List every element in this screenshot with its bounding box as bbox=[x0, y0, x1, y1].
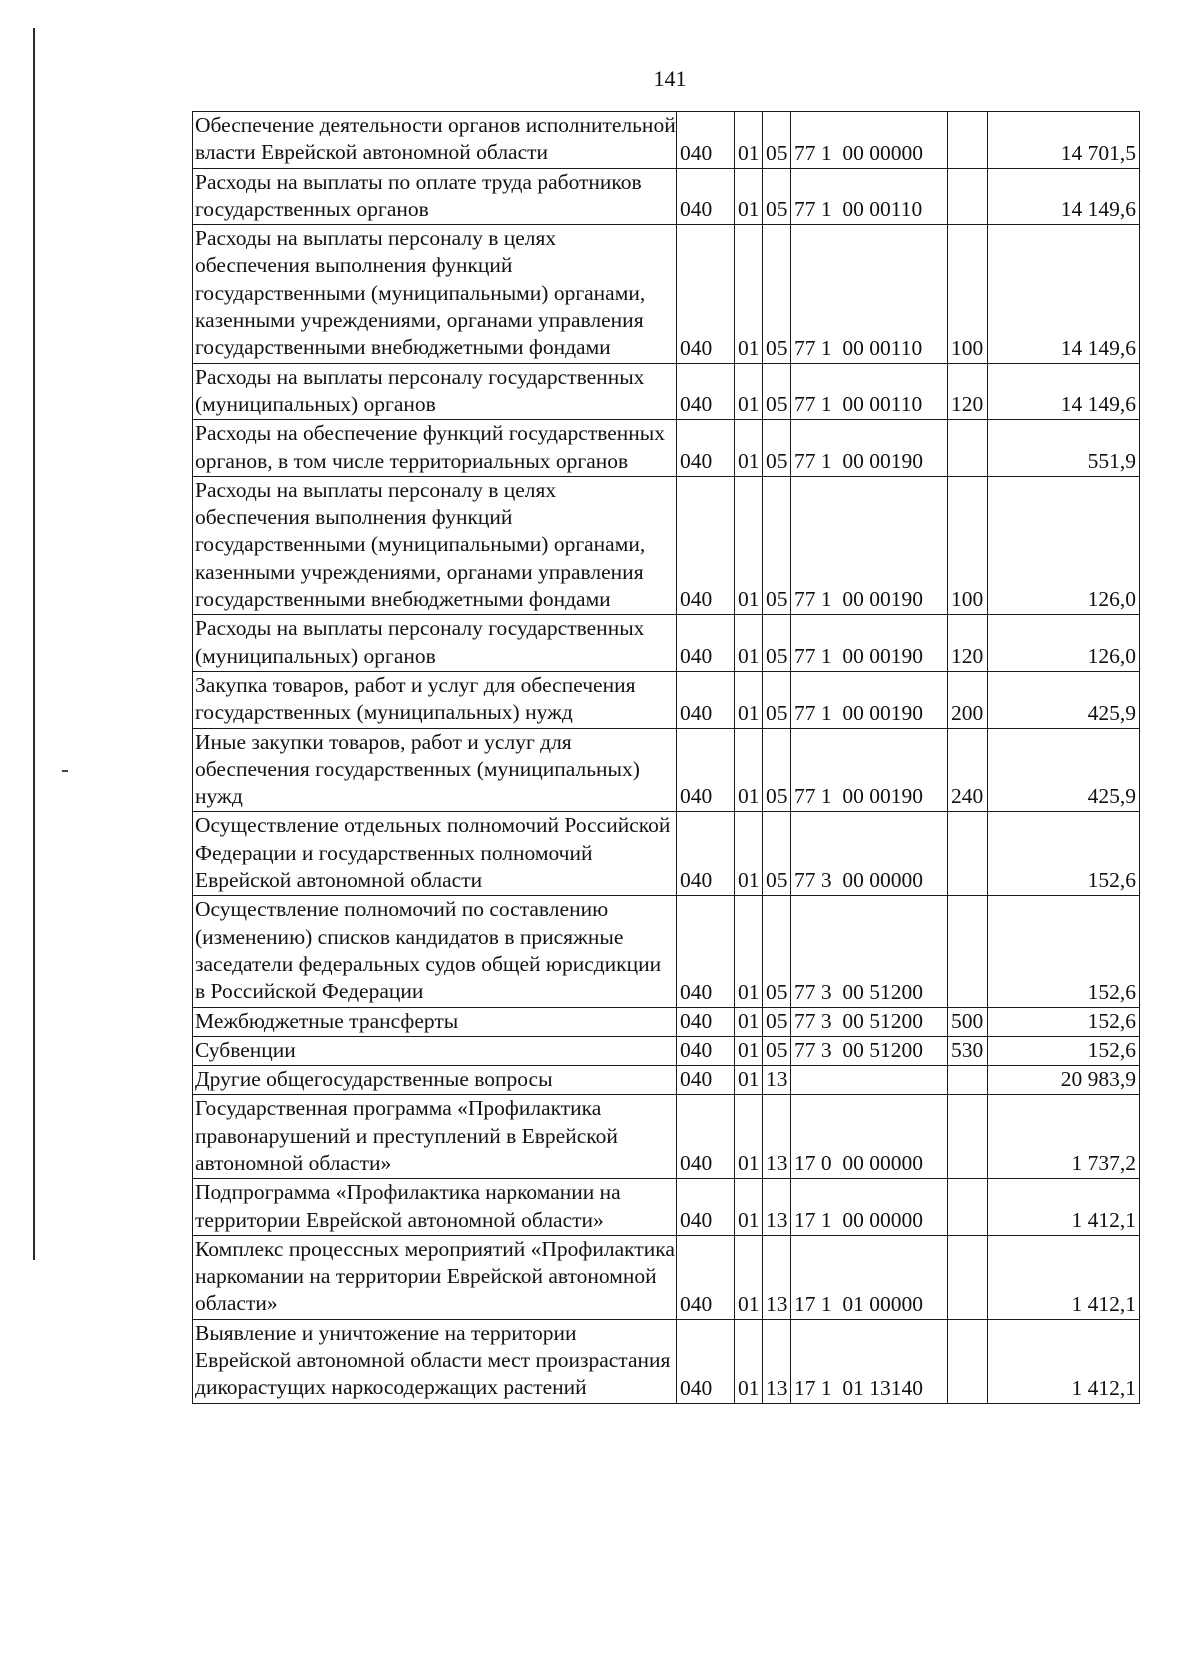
target-code: 17 1 01 00000 bbox=[791, 1235, 948, 1319]
ministry-code: 040 bbox=[677, 615, 735, 672]
ministry-code: 040 bbox=[677, 168, 735, 225]
target-code: 77 1 00 00110 bbox=[791, 225, 948, 363]
section-code: 01 bbox=[735, 1235, 763, 1319]
ministry-code: 040 bbox=[677, 476, 735, 614]
subsection-code: 05 bbox=[763, 225, 791, 363]
amount: 551,9 bbox=[988, 420, 1140, 477]
table-row bbox=[193, 1319, 1140, 1403]
expense-type-code bbox=[948, 896, 988, 1007]
target-code: 77 3 00 51200 bbox=[791, 896, 948, 1007]
subsection-code: 05 bbox=[763, 112, 791, 169]
section-code: 01 bbox=[735, 1066, 763, 1095]
subsection-code: 05 bbox=[763, 168, 791, 225]
subsection-code: 13 bbox=[763, 1179, 791, 1236]
row-name: Межбюджетные трансферты bbox=[193, 1007, 677, 1036]
section-code: 01 bbox=[735, 671, 763, 728]
section-code: 01 bbox=[735, 812, 763, 896]
target-code bbox=[791, 1066, 948, 1095]
expense-type-code: 120 bbox=[948, 615, 988, 672]
table-row bbox=[193, 168, 1140, 225]
target-code: 77 3 00 51200 bbox=[791, 1036, 948, 1065]
target-code: 77 1 00 00110 bbox=[791, 363, 948, 420]
expense-type-code bbox=[948, 1319, 988, 1403]
ministry-code: 040 bbox=[677, 1319, 735, 1403]
table-row bbox=[193, 1007, 1140, 1036]
amount: 1 412,1 bbox=[988, 1235, 1140, 1319]
amount: 14 149,6 bbox=[988, 168, 1140, 225]
row-name: Субвенции bbox=[193, 1036, 677, 1065]
section-code: 01 bbox=[735, 420, 763, 477]
section-code: 01 bbox=[735, 1007, 763, 1036]
ministry-code: 040 bbox=[677, 363, 735, 420]
amount: 20 983,9 bbox=[988, 1066, 1140, 1095]
ministry-code: 040 bbox=[677, 225, 735, 363]
ministry-code: 040 bbox=[677, 1095, 735, 1179]
subsection-code: 13 bbox=[763, 1319, 791, 1403]
section-code: 01 bbox=[735, 1319, 763, 1403]
amount: 152,6 bbox=[988, 1036, 1140, 1065]
row-name: Расходы на выплаты персоналу государственных (муниципальных) органов bbox=[193, 615, 677, 672]
row-name: Другие общегосударственные вопросы bbox=[193, 1066, 677, 1095]
ministry-code: 040 bbox=[677, 420, 735, 477]
table-row bbox=[193, 1235, 1140, 1319]
section-code: 01 bbox=[735, 1036, 763, 1065]
table-row bbox=[193, 112, 1140, 169]
table-row bbox=[193, 476, 1140, 614]
row-name: Закупка товаров, работ и услуг для обеспечения государственных (муниципальных) нужд bbox=[193, 671, 677, 728]
table-row bbox=[193, 1179, 1140, 1236]
target-code: 77 1 00 00190 bbox=[791, 728, 948, 812]
page-number: 141 bbox=[653, 66, 687, 91]
target-code: 17 1 01 13140 bbox=[791, 1319, 948, 1403]
section-code: 01 bbox=[735, 896, 763, 1007]
expense-type-code: 500 bbox=[948, 1007, 988, 1036]
expense-type-code bbox=[948, 112, 988, 169]
budget-table bbox=[192, 111, 1140, 1404]
expense-type-code: 120 bbox=[948, 363, 988, 420]
ministry-code: 040 bbox=[677, 1066, 735, 1095]
target-code: 77 1 00 00190 bbox=[791, 671, 948, 728]
expense-type-code bbox=[948, 1095, 988, 1179]
row-name: Расходы на обеспечение функций государственных органов, в том числе территориальных органов bbox=[193, 420, 677, 477]
amount: 152,6 bbox=[988, 812, 1140, 896]
expense-type-code: 200 bbox=[948, 671, 988, 728]
expense-type-code bbox=[948, 420, 988, 477]
ministry-code: 040 bbox=[677, 812, 735, 896]
row-name: Иные закупки товаров, работ и услуг для обеспечения государственных (муниципальных) нужд bbox=[193, 728, 677, 812]
table-row bbox=[193, 225, 1140, 363]
section-code: 01 bbox=[735, 225, 763, 363]
target-code: 77 1 00 00190 bbox=[791, 420, 948, 477]
section-code: 01 bbox=[735, 1179, 763, 1236]
row-name: Выявление и уничтожение на территории Еврейской автономной области мест произрастания дикорастущих наркосодержащих растений bbox=[193, 1319, 677, 1403]
subsection-code: 05 bbox=[763, 896, 791, 1007]
amount: 152,6 bbox=[988, 896, 1140, 1007]
section-code: 01 bbox=[735, 168, 763, 225]
expense-type-code bbox=[948, 812, 988, 896]
subsection-code: 05 bbox=[763, 728, 791, 812]
subsection-code: 13 bbox=[763, 1066, 791, 1095]
amount: 425,9 bbox=[988, 728, 1140, 812]
section-code: 01 bbox=[735, 615, 763, 672]
table-row bbox=[193, 363, 1140, 420]
section-code: 01 bbox=[735, 363, 763, 420]
subsection-code: 05 bbox=[763, 476, 791, 614]
table-row bbox=[193, 728, 1140, 812]
expense-type-code: 530 bbox=[948, 1036, 988, 1065]
expense-type-code bbox=[948, 1235, 988, 1319]
table-row bbox=[193, 1095, 1140, 1179]
expense-type-code: 100 bbox=[948, 225, 988, 363]
section-code: 01 bbox=[735, 728, 763, 812]
ministry-code: 040 bbox=[677, 112, 735, 169]
table-row bbox=[193, 1066, 1140, 1095]
amount: 1 737,2 bbox=[988, 1095, 1140, 1179]
row-name: Расходы на выплаты персоналу в целях обеспечения выполнения функций государственными (муниципальными) органами, казенными учреждениями, органами управления государственными внебюджетными фондами bbox=[193, 476, 677, 614]
target-code: 77 3 00 51200 bbox=[791, 1007, 948, 1036]
ministry-code: 040 bbox=[677, 1179, 735, 1236]
ministry-code: 040 bbox=[677, 896, 735, 1007]
table-row bbox=[193, 1036, 1140, 1065]
amount: 126,0 bbox=[988, 615, 1140, 672]
target-code: 77 1 00 00110 bbox=[791, 168, 948, 225]
ministry-code: 040 bbox=[677, 728, 735, 812]
row-name: Осуществление отдельных полномочий Российской Федерации и государственных полномочий Еврейской автономной области bbox=[193, 812, 677, 896]
table-row bbox=[193, 812, 1140, 896]
row-name: Подпрограмма «Профилактика наркомании на территории Еврейской автономной области» bbox=[193, 1179, 677, 1236]
expense-type-code bbox=[948, 1179, 988, 1236]
amount: 425,9 bbox=[988, 671, 1140, 728]
subsection-code: 05 bbox=[763, 420, 791, 477]
table-body bbox=[193, 112, 1140, 1404]
margin-line bbox=[33, 28, 35, 1260]
expense-type-code bbox=[948, 168, 988, 225]
amount: 152,6 bbox=[988, 1007, 1140, 1036]
subsection-code: 05 bbox=[763, 1036, 791, 1065]
margin-mark bbox=[62, 770, 68, 772]
row-name: Обеспечение деятельности органов исполнительной власти Еврейской автономной области bbox=[193, 112, 677, 169]
section-code: 01 bbox=[735, 1095, 763, 1179]
row-name: Расходы на выплаты персоналу в целях обеспечения выполнения функций государственными (муниципальными) органами, казенными учреждениями, органами управления государственными внебюджетными фондами bbox=[193, 225, 677, 363]
expense-type-code: 240 bbox=[948, 728, 988, 812]
row-name: Комплекс процессных мероприятий «Профилактика наркомании на территории Еврейской автономной области» bbox=[193, 1235, 677, 1319]
table-row bbox=[193, 671, 1140, 728]
amount: 1 412,1 bbox=[988, 1319, 1140, 1403]
target-code: 77 1 00 00190 bbox=[791, 615, 948, 672]
amount: 1 412,1 bbox=[988, 1179, 1140, 1236]
table-row bbox=[193, 615, 1140, 672]
amount: 14 701,5 bbox=[988, 112, 1140, 169]
ministry-code: 040 bbox=[677, 671, 735, 728]
row-name: Осуществление полномочий по составлению (изменению) списков кандидатов в присяжные заседатели федеральных судов общей юрисдикции в Российской Федерации bbox=[193, 896, 677, 1007]
amount: 14 149,6 bbox=[988, 225, 1140, 363]
subsection-code: 05 bbox=[763, 812, 791, 896]
subsection-code: 05 bbox=[763, 671, 791, 728]
subsection-code: 05 bbox=[763, 1007, 791, 1036]
row-name: Расходы на выплаты персоналу государственных (муниципальных) органов bbox=[193, 363, 677, 420]
ministry-code: 040 bbox=[677, 1007, 735, 1036]
target-code: 77 3 00 00000 bbox=[791, 812, 948, 896]
amount: 14 149,6 bbox=[988, 363, 1140, 420]
expense-type-code: 100 bbox=[948, 476, 988, 614]
expense-type-code bbox=[948, 1066, 988, 1095]
subsection-code: 05 bbox=[763, 363, 791, 420]
subsection-code: 13 bbox=[763, 1235, 791, 1319]
table-row bbox=[193, 420, 1140, 477]
section-code: 01 bbox=[735, 476, 763, 614]
amount: 126,0 bbox=[988, 476, 1140, 614]
row-name: Государственная программа «Профилактика правонарушений и преступлений в Еврейской автономной области» bbox=[193, 1095, 677, 1179]
ministry-code: 040 bbox=[677, 1235, 735, 1319]
subsection-code: 13 bbox=[763, 1095, 791, 1179]
target-code: 17 0 00 00000 bbox=[791, 1095, 948, 1179]
ministry-code: 040 bbox=[677, 1036, 735, 1065]
target-code: 77 1 00 00000 bbox=[791, 112, 948, 169]
target-code: 17 1 00 00000 bbox=[791, 1179, 948, 1236]
row-name: Расходы на выплаты по оплате труда работников государственных органов bbox=[193, 168, 677, 225]
subsection-code: 05 bbox=[763, 615, 791, 672]
table-row bbox=[193, 896, 1140, 1007]
section-code: 01 bbox=[735, 112, 763, 169]
target-code: 77 1 00 00190 bbox=[791, 476, 948, 614]
